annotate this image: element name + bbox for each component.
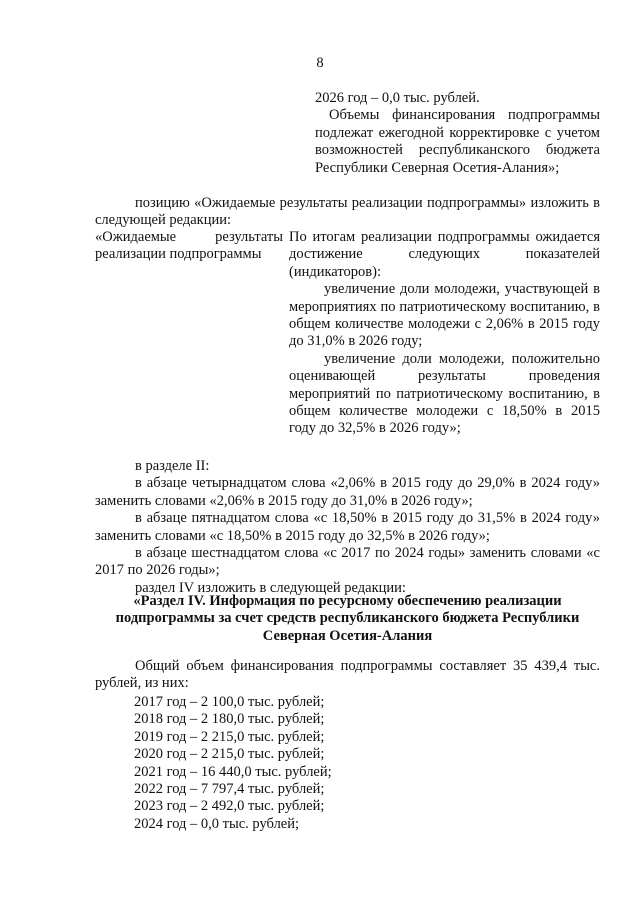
list-item: 2019 год – 2 215,0 тыс. рублей; xyxy=(134,728,325,745)
total-financing-paragraph xyxy=(95,658,600,693)
expected-results-label: «Ожидаемые результаты реализации подпрограммы xyxy=(95,229,283,263)
indicator-1: увеличение доли молодежи, участвующей в мероприятиях по патриотическому воспитанию, в общем количестве молодежи с 2,06% в 2015 году до 31,0% в 2026 году; xyxy=(289,281,600,350)
list-item: 2023 год – 2 492,0 тыс. рублей; xyxy=(134,798,325,815)
indicator-2: увеличение доли молодежи, положительно оценивающей результаты проведения мероприятий по патриотическому воспитанию, в общем количестве молодежи с 18,50% в 2015 году до 32,5% в 2026 году»; xyxy=(289,350,600,437)
section-iv-heading: «Раздел IV. Информация по ресурсному обеспечению реализации подпрограммы за счет средств республиканского бюджета Республики Северная Осетия-Алания xyxy=(115,593,580,644)
list-item: 2018 год – 2 180,0 тыс. рублей; xyxy=(134,711,325,728)
financing-adjustment-text: Объемы финансирования подпрограммы подлежат ежегодной корректировке с учетом возможностей республиканского бюджета Республики Северная Осетия-Алания»; xyxy=(315,107,600,176)
list-item: 2024 год – 0,0 тыс. рублей; xyxy=(134,815,300,832)
list-item: 2022 год – 7 797,4 тыс. рублей; xyxy=(134,780,325,797)
expected-results-intro: По итогам реализации подпрограммы ожидается достижение следующих показателей (индикаторов): xyxy=(289,229,600,280)
list-item: 2021 год – 16 440,0 тыс. рублей; xyxy=(134,763,332,780)
yearly-financing-list xyxy=(134,694,332,833)
list-item: 2017 год – 2 100,0 тыс. рублей; xyxy=(134,694,325,710)
section-ii-title: в разделе II: xyxy=(135,458,210,474)
section-ii-item-3: в абзаце шестнадцатом слова «с 2017 по 2024 годы» заменить словами «с 2017 по 2026 годы»; xyxy=(95,544,600,579)
page-number: 8 xyxy=(316,55,324,71)
position-intro-text: позицию «Ожидаемые результаты реализации подпрограммы» изложить в следующей редакции: xyxy=(95,195,600,229)
list-item: 2020 год – 2 215,0 тыс. рублей; xyxy=(134,746,325,763)
total-financing-text: Общий объем финансирования подпрограммы составляет 35 439,4 тыс. рублей, из них: xyxy=(95,658,600,692)
section-ii-block xyxy=(95,458,600,597)
section-ii-item-1: в абзаце четырнадцатом слова «2,06% в 2015 году до 29,0% в 2024 году» заменить словами «2,06% в 2015 году до 31,0% в 2026 году»; xyxy=(95,475,600,509)
section-iv-intro: раздел IV изложить в следующей редакции: xyxy=(135,579,406,596)
position-intro-paragraph xyxy=(95,195,600,230)
financing-note-block xyxy=(315,90,600,177)
financing-2026-line: 2026 год – 0,0 тыс. рублей. xyxy=(315,90,480,106)
expected-results-content xyxy=(289,229,600,438)
section-ii-item-2: в абзаце пятнадцатом слова «с 18,50% в 2015 году до 31,5% в 2024 году» заменить словами «с 18,50% в 2015 году до 32,5% в 2026 году»; xyxy=(95,510,600,544)
